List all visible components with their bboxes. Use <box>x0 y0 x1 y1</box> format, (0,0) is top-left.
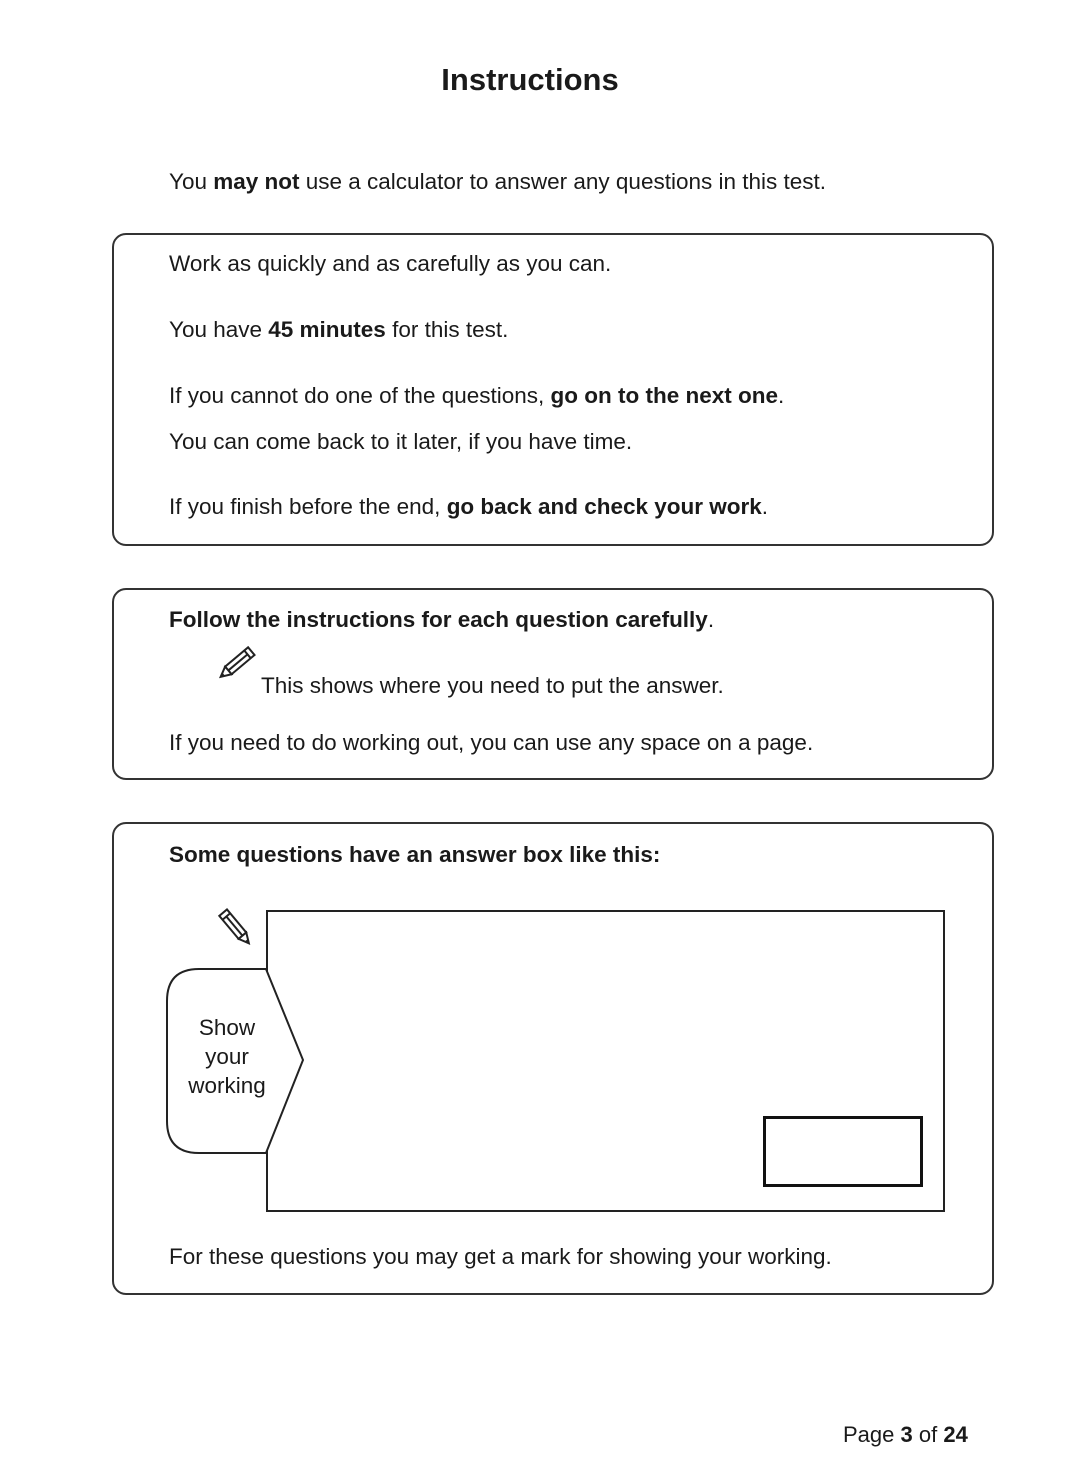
page-title: Instructions <box>441 62 619 97</box>
page-number: Page 3 of 24 <box>843 1422 968 1447</box>
check-work-text: If you finish before the end, go back and check your work. <box>169 494 769 519</box>
skip-question-text: If you cannot do one of the questions, go on to the next one. <box>169 383 785 408</box>
answer-box-heading: Some questions have an answer box like this: <box>169 842 661 867</box>
pencil-icon <box>216 642 256 686</box>
calculator-instruction: You may not use a calculator to answer any questions in this test. <box>169 169 827 194</box>
work-quickly-text: Work as quickly and as carefully as you can. <box>169 251 612 276</box>
pencil-icon <box>216 906 256 950</box>
final-answer-box[interactable] <box>763 1116 923 1187</box>
show-working-label: Show your working <box>188 1015 266 1098</box>
working-out-text: If you need to do working out, you can use any space on a page. <box>169 730 814 755</box>
come-back-text: You can come back to it later, if you have time. <box>169 429 633 454</box>
answer-location-text: This shows where you need to put the answer. <box>261 673 724 698</box>
follow-instructions-text: Follow the instructions for each question carefully. <box>169 607 715 632</box>
showing-working-mark-text: For these questions you may get a mark for showing your working. <box>169 1244 832 1269</box>
time-limit-text: You have 45 minutes for this test. <box>169 317 509 342</box>
